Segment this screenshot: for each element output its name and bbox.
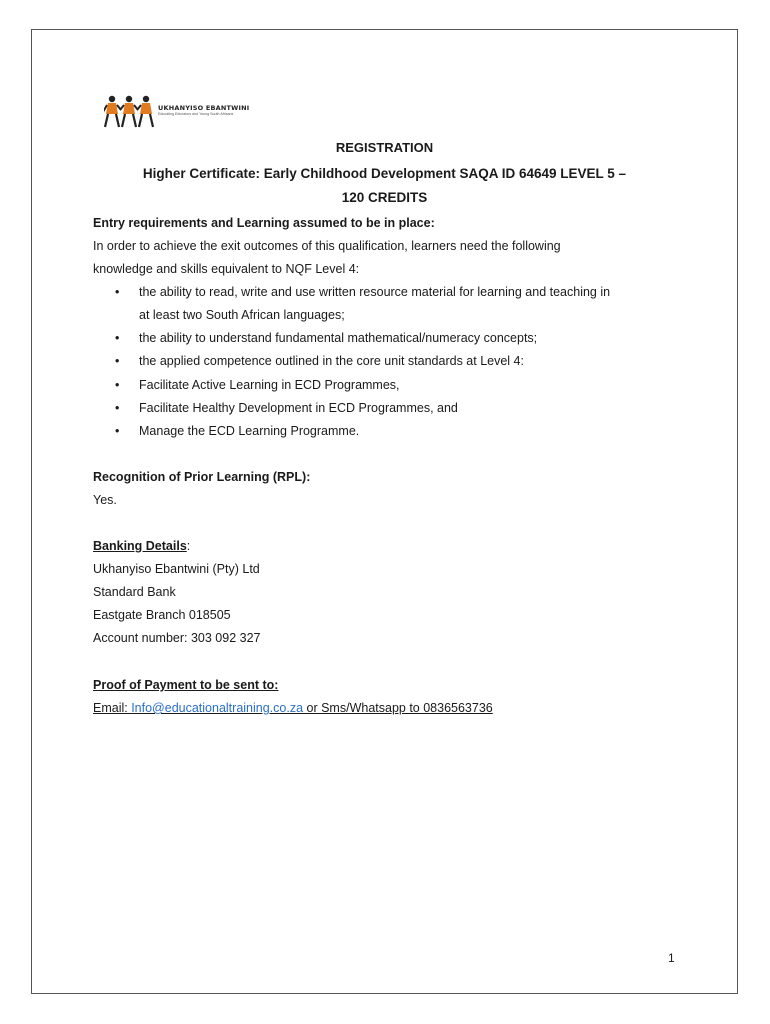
registration-heading: REGISTRATION (335, 140, 434, 155)
logo-name: UKHANYISO EBANTWINI (158, 104, 250, 113)
bullet-marker: • (115, 331, 120, 345)
banking-heading (93, 538, 190, 554)
bullet-marker: • (115, 378, 120, 392)
page-number: 1 (668, 951, 675, 965)
bullet-item-4: Facilitate Active Learning in ECD Programmes, (139, 378, 400, 392)
banking-heading-colon: : (186, 539, 191, 553)
qualification-title-line1: Higher Certificate: Early Childhood Development SAQA ID 64649 LEVEL 5 – (142, 166, 627, 181)
proof-of-payment-heading: Proof of Payment to be sent to: (93, 678, 279, 692)
bullet-marker: • (115, 401, 120, 415)
bullet-item-3: the applied competence outlined in the core unit standards at Level 4: (139, 354, 524, 368)
bullet-marker: • (115, 285, 120, 299)
email-link[interactable]: Info@educationaltraining.co.za (131, 701, 304, 715)
rpl-heading: Recognition of Prior Learning (RPL): (93, 470, 311, 484)
banking-bank: Standard Bank (93, 585, 176, 599)
banking-heading-text: Banking Details (93, 539, 187, 553)
qualification-title-line2: 120 CREDITS (341, 190, 428, 205)
company-logo (104, 94, 249, 128)
proof-contact-line (93, 700, 493, 716)
entry-requirements-heading: Entry requirements and Learning assumed to be in place: (93, 216, 435, 230)
bullet-marker: • (115, 424, 120, 438)
banking-company: Ukhanyiso Ebantwini (Pty) Ltd (93, 562, 260, 576)
bullet-item-6: Manage the ECD Learning Programme. (139, 424, 360, 438)
rpl-answer: Yes. (93, 493, 117, 507)
bullet-marker: • (115, 354, 120, 368)
logo-tagline: Educating Educators and Young South Africans (158, 111, 234, 116)
bullet-item-1-line2: at least two South African languages; (139, 308, 345, 322)
bullet-item-1-line1: the ability to read, write and use written resource material for learning and teaching in (139, 285, 611, 299)
logo-figures-icon (104, 94, 154, 128)
banking-account: Account number: 303 092 327 (93, 631, 261, 645)
bullet-item-5: Facilitate Healthy Development in ECD Programmes, and (139, 401, 458, 415)
sms-whatsapp-text: or Sms/Whatsapp to 0836563736 (303, 701, 493, 715)
entry-intro-line1: In order to achieve the exit outcomes of this qualification, learners need the following (93, 239, 561, 253)
bullet-item-2: the ability to understand fundamental mathematical/numeracy concepts; (139, 331, 538, 345)
entry-intro-line2: knowledge and skills equivalent to NQF Level 4: (93, 262, 360, 276)
email-label: Email: (93, 701, 132, 715)
banking-branch: Eastgate Branch 018505 (93, 608, 231, 622)
